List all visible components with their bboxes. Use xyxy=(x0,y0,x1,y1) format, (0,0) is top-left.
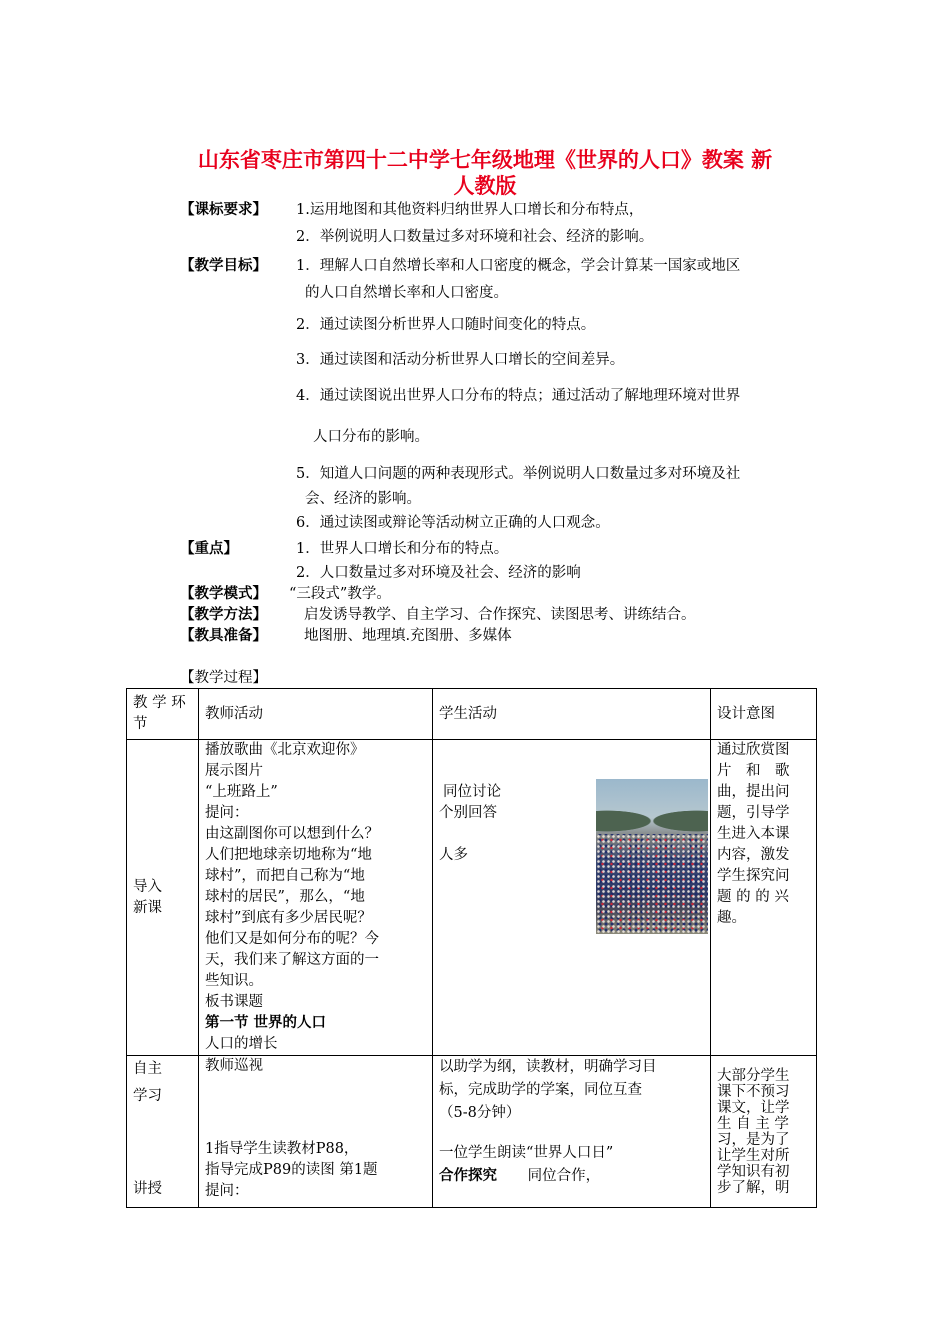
row1-intent-line: 题 的 的 兴 xyxy=(717,889,789,905)
commuter-crowd-photo xyxy=(596,779,708,934)
row1-teacher-line: 他们又是如何分布的呢？今 xyxy=(205,931,379,947)
row2-student-line: 一位学生朗读“世界人口日” xyxy=(439,1145,614,1161)
row2-teacher-line: 1指导学生读教材P88， xyxy=(205,1141,359,1157)
goal-4a: 4．通过读图说出世界人口分布的特点；通过活动了解地理环境对世界 xyxy=(296,388,741,404)
goal-1b: 的人口自然增长率和人口密度。 xyxy=(305,285,508,301)
cooperative-inquiry-label: 合作探究 xyxy=(439,1168,497,1184)
row1-stage-line: 导入 xyxy=(133,878,162,895)
row2-intent-line: 让学生对所 xyxy=(717,1148,790,1164)
tools-label: 【教具准备】 xyxy=(180,628,267,644)
tools-text: 地图册、地理填.充图册、多媒体 xyxy=(304,628,512,644)
row1-intent-line: 题，引导学 xyxy=(717,805,790,821)
goal-4b: 人口分布的影响。 xyxy=(313,429,429,445)
row2-teacher-line: 提问： xyxy=(205,1183,249,1199)
row1-teacher-line: 板书课题 xyxy=(205,994,263,1010)
row1-teacher-line: 天，我们来了解这方面的一 xyxy=(205,952,379,968)
photo-crowd xyxy=(596,834,708,934)
row1-teacher-line: 球村”，而把自己称为“地 xyxy=(205,868,365,884)
row2-student-line: 以助学为纲，读教材，明确学习目 xyxy=(439,1059,657,1075)
row2-stage-spacer xyxy=(133,1110,192,1176)
row2-teacher-line: 指导完成P89的读图 第1题 xyxy=(205,1162,378,1178)
row2-teacher-spacer xyxy=(205,1077,426,1139)
goals-label: 【教学目标】 xyxy=(180,258,267,274)
row1-teacher-line: 人们把地球亲切地称为“地 xyxy=(205,847,372,863)
row1-student-line: 人多 xyxy=(439,847,468,863)
header-student-text: 学生活动 xyxy=(439,705,497,722)
row1-student-line: 同位讨论 xyxy=(443,784,501,800)
row1-intent-line: 曲，提出问 xyxy=(717,784,790,800)
row1-teacher-line: 球村的居民”，那么，“地 xyxy=(205,889,365,905)
row2-stage xyxy=(127,1056,199,1208)
row1-teacher-line: 些知识。 xyxy=(205,973,263,989)
table-row xyxy=(127,740,817,1056)
row1-intent-line: 生进入本课 xyxy=(717,826,790,842)
curriculum-label: 【课标要求】 xyxy=(180,202,267,218)
row2-intent-line: 习，是为了 xyxy=(717,1132,790,1148)
row2-student-spacer xyxy=(439,1125,704,1142)
row1-intent-line: 学生探究问 xyxy=(717,868,790,884)
process-label: 【教学过程】 xyxy=(180,670,267,686)
curriculum-item-2: 2．举例说明人口数量过多对环境和社会、经济的影响。 xyxy=(296,229,654,245)
row1-student-line: 个别回答 xyxy=(439,805,497,821)
row2-intent-line: 学知识有初 xyxy=(717,1164,790,1180)
row2-student-line: （5-8分钟） xyxy=(439,1105,521,1121)
goal-1a: 1．理解人口自然增长率和人口密度的概念，学会计算某一国家或地区 xyxy=(296,258,741,274)
header-teacher-text: 教师活动 xyxy=(205,705,263,722)
row2-intent-line: 步了解，明 xyxy=(717,1180,790,1196)
curriculum-item-1: 1.运用地图和其他资料归纳世界人口增长和分布特点， xyxy=(296,202,644,218)
header-intent xyxy=(711,689,817,740)
keypoint-2: 2．人口数量过多对环境及社会、经济的影响 xyxy=(296,565,581,581)
header-teacher xyxy=(199,689,433,740)
mode-text: “三段式”教学。 xyxy=(289,586,391,602)
goal-3: 3．通过读图和活动分析世界人口增长的空间差异。 xyxy=(296,352,625,368)
row2-student-tail: 同位合作， xyxy=(527,1168,601,1184)
keypoint-1: 1．世界人口增长和分布的特点。 xyxy=(296,541,509,557)
row2-intent-line: 生 自 主 学 xyxy=(717,1116,789,1132)
table-row xyxy=(127,1056,817,1208)
row1-intent-line: 通过欣赏图 xyxy=(717,742,790,758)
header-stage xyxy=(127,689,199,740)
row1-teacher-line: 播放歌曲《北京欢迎你》 xyxy=(205,742,365,758)
row2-intent-line: 大部分学生 xyxy=(717,1068,790,1084)
row1-intent-line: 片 和 歌 xyxy=(717,763,790,779)
row1-teacher-line: “上班路上” xyxy=(205,784,278,800)
row1-teacher-line: 由这副图你可以想到什么？ xyxy=(205,826,379,842)
method-text: 启发诱导教学、自主学习、合作探究、读图思考、讲练结合。 xyxy=(304,607,696,623)
keypoints-label: 【重点】 xyxy=(180,541,238,557)
row2-student xyxy=(433,1056,711,1208)
row1-intent xyxy=(711,740,817,1056)
row2-teacher xyxy=(199,1056,433,1208)
row1-teacher xyxy=(199,740,433,1056)
goal-6: 6．通过读图或辩论等活动树立正确的人口观念。 xyxy=(296,515,610,531)
goal-5b: 会、经济的影响。 xyxy=(305,491,421,507)
title-line-2: 人教版 xyxy=(453,173,517,198)
row1-intent-line: 内容，激发 xyxy=(717,847,790,863)
row1-teacher-line: 提问： xyxy=(205,805,249,821)
photo-trees xyxy=(596,797,708,837)
row2-teacher-line: 教师巡视 xyxy=(205,1058,263,1074)
goal-2: 2．通过读图分析世界人口随时间变化的特点。 xyxy=(296,317,596,333)
row1-stage-line: 新课 xyxy=(133,899,162,916)
row1-intent-line: 趣。 xyxy=(717,910,746,926)
row2-intent xyxy=(711,1056,817,1208)
row1-teacher-line: 球村”到底有多少居民呢？ xyxy=(205,910,372,926)
row1-lesson-title: 第一节 世界的人口 xyxy=(205,1015,327,1031)
row2-stage-line: 自主 xyxy=(133,1061,162,1077)
table-header-row xyxy=(127,689,817,740)
goal-5a: 5．知道人口问题的两种表现形式。举例说明人口数量过多对环境及社 xyxy=(296,466,741,482)
row1-teacher-line: 人口的增长 xyxy=(205,1036,278,1052)
row2-student-line xyxy=(439,1165,704,1188)
row2-intent-line: 课文，让学 xyxy=(717,1100,790,1116)
row2-stage-line: 讲授 xyxy=(133,1181,162,1197)
header-student xyxy=(433,689,711,740)
header-intent-text: 设计意图 xyxy=(717,705,775,722)
mode-label: 【教学模式】 xyxy=(180,586,267,602)
row2-intent-line: 课下不预习 xyxy=(717,1084,790,1100)
teaching-process-table xyxy=(126,688,817,1208)
row1-stage xyxy=(127,740,199,1056)
row1-teacher-line: 展示图片 xyxy=(205,763,263,779)
row2-student-line: 标，完成助学的学案，同位互查 xyxy=(439,1082,642,1098)
method-label: 【教学方法】 xyxy=(180,607,267,623)
title-line-1: 山东省枣庄市第四十二中学七年级地理《世界的人口》教案 新 xyxy=(197,147,773,172)
row2-stage-line: 学习 xyxy=(133,1088,162,1104)
header-stage-text: 教 学 环 节 xyxy=(133,695,186,732)
